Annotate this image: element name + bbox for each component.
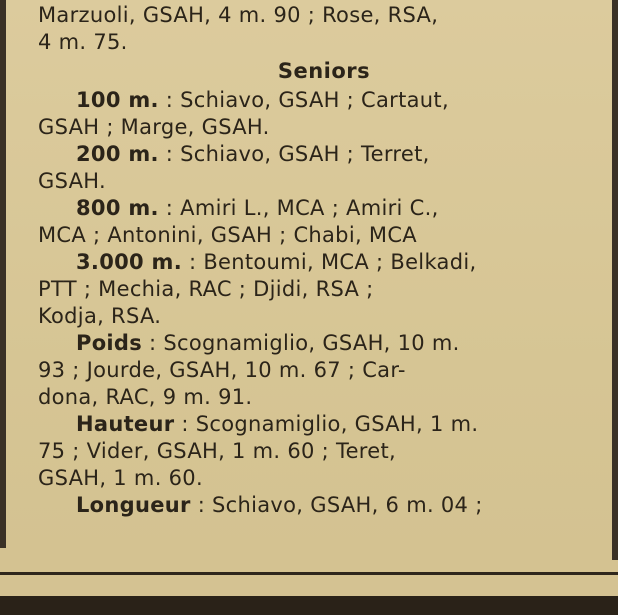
event-text: : Amiri L., MCA ; Amiri C., [165, 196, 439, 220]
event-100m [38, 87, 610, 114]
event-hauteur-line-3: GSAH, 1 m. 60. [38, 466, 203, 490]
event-100m-line-2: GSAH ; Marge, GSAH. [38, 115, 270, 139]
event-text: : Scognamiglio, GSAH, 1 m. [181, 412, 479, 436]
intro-line-2: 4 m. 75. [38, 30, 128, 54]
event-label: Longueur [76, 493, 191, 517]
event-label: 100 m. [76, 88, 159, 112]
event-3000m-line-2: PTT ; Mechia, RAC ; Djidi, RSA ; [38, 277, 374, 301]
results-column [38, 2, 610, 519]
event-3000m-line-3: Kodja, RSA. [38, 304, 162, 328]
event-label: Hauteur [76, 412, 175, 436]
event-text: : Schiavo, GSAH, 6 m. 04 ; [197, 493, 483, 517]
event-longueur [38, 492, 610, 519]
event-label: Poids [76, 331, 143, 355]
event-800m [38, 195, 610, 222]
event-label: 200 m. [76, 142, 159, 166]
event-hauteur [38, 411, 610, 438]
event-text: : Schiavo, GSAH ; Cartaut, [165, 88, 449, 112]
column-rule-left [0, 0, 6, 548]
event-label: 3.000 m. [76, 250, 182, 274]
event-text: : Bentoumi, MCA ; Belkadi, [188, 250, 477, 274]
divider-thick-rule [0, 596, 618, 615]
column-rule-right [612, 0, 618, 560]
event-text: : Scognamiglio, GSAH, 10 m. [149, 331, 460, 355]
divider-gap [0, 575, 618, 596]
intro-line-1: Marzuoli, GSAH, 4 m. 90 ; Rose, RSA, [38, 3, 439, 27]
event-3000m [38, 249, 610, 276]
event-poids-line-3: dona, RAC, 9 m. 91. [38, 385, 253, 409]
event-poids-line-2: 93 ; Jourde, GSAH, 10 m. 67 ; Car- [38, 358, 406, 382]
event-label: 800 m. [76, 196, 159, 220]
event-hauteur-line-2: 75 ; Vider, GSAH, 1 m. 60 ; Teret, [38, 439, 396, 463]
event-poids [38, 330, 610, 357]
event-800m-line-2: MCA ; Antonini, GSAH ; Chabi, MCA [38, 223, 417, 247]
event-text: : Schiavo, GSAH ; Terret, [165, 142, 430, 166]
section-title: Seniors [277, 59, 371, 83]
event-200m [38, 141, 610, 168]
event-200m-line-2: GSAH. [38, 169, 106, 193]
